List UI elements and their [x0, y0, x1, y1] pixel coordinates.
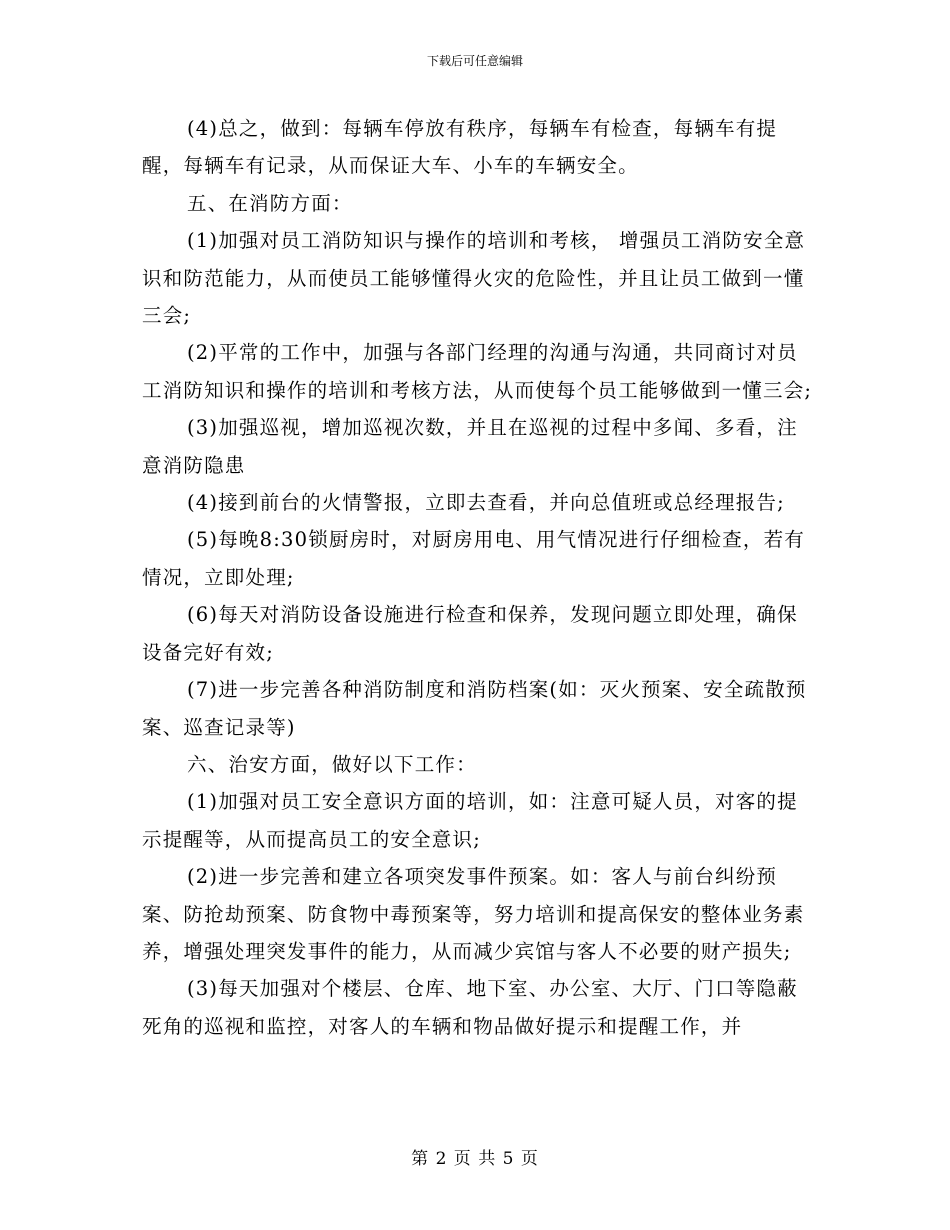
page-header: 下载后可任意编辑 [426, 54, 523, 68]
paragraph-security-1: (1)加强对员工安全意识方面的培训，如：注意可疑人员，对客的提示提醒等，从而提高员工的安全意识; [142, 790, 798, 851]
paragraph-fire-1: (1)加强对员工消防知识与操作的培训和考核， 增强员工消防安全意识和防范能力，从而使员工能够懂得火灾的危险性，并且让员工做到一懂三会; [142, 229, 806, 328]
paragraph-fire-2: (2)平常的工作中，加强与各部门经理的沟通与沟通，共同商讨对员工消防知识和操作的培训和考核方法，从而使每个员工能够做到一懂三会; [142, 341, 813, 402]
paragraph-security-3: (3)每天加强对个楼层、仓库、地下室、办公室、大厅、门口等隐蔽死角的巡视和监控，对客人的车辆和物品做好提示和提醒工作，并 [142, 977, 798, 1038]
paragraph-fire-3: (3)加强巡视，增加巡视次数，并且在巡视的过程中多闻、多看，注意消防隐患 [142, 416, 798, 477]
paragraph-fire-4: (4)接到前台的火情警报，立即去查看，并向总值班或总经理报告; [187, 491, 785, 515]
paragraph-fire-6: (6)每天对消防设备设施进行检查和保养，发现问题立即处理，确保设备完好有效; [142, 603, 798, 664]
section-heading-fire-safety: 五、在消防方面： [187, 191, 353, 215]
paragraph-fire-5: (5)每晚8:30锁厨房时，对厨房用电、用气情况进行仔细检查，若有情况，立即处理; [142, 528, 806, 589]
paragraph-parking-summary: (4)总之，做到：每辆车停放有秩序，每辆车有检查，每辆车有提醒，每辆车有记录，从而保证大车、小车的车辆安全。 [142, 117, 778, 178]
paragraph-fire-7: (7)进一步完善各种消防制度和消防档案(如：灭火预案、安全疏散预案、巡查记录等) [142, 678, 807, 739]
paragraph-security-2: (2)进一步完善和建立各项突发事件预案。如：客人与前台纠纷预案、防抢劫预案、防食物中毒预案等，努力培训和提高保安的整体业务素养，增强处理突发事件的能力，从而减少宾馆与客人不必要的财产损失; [142, 865, 805, 963]
page-number-footer: 第 2 页 共 5 页 [411, 1149, 539, 1169]
document-body [142, 110, 814, 1045]
section-heading-public-security: 六、治安方面，做好以下工作： [187, 752, 477, 776]
